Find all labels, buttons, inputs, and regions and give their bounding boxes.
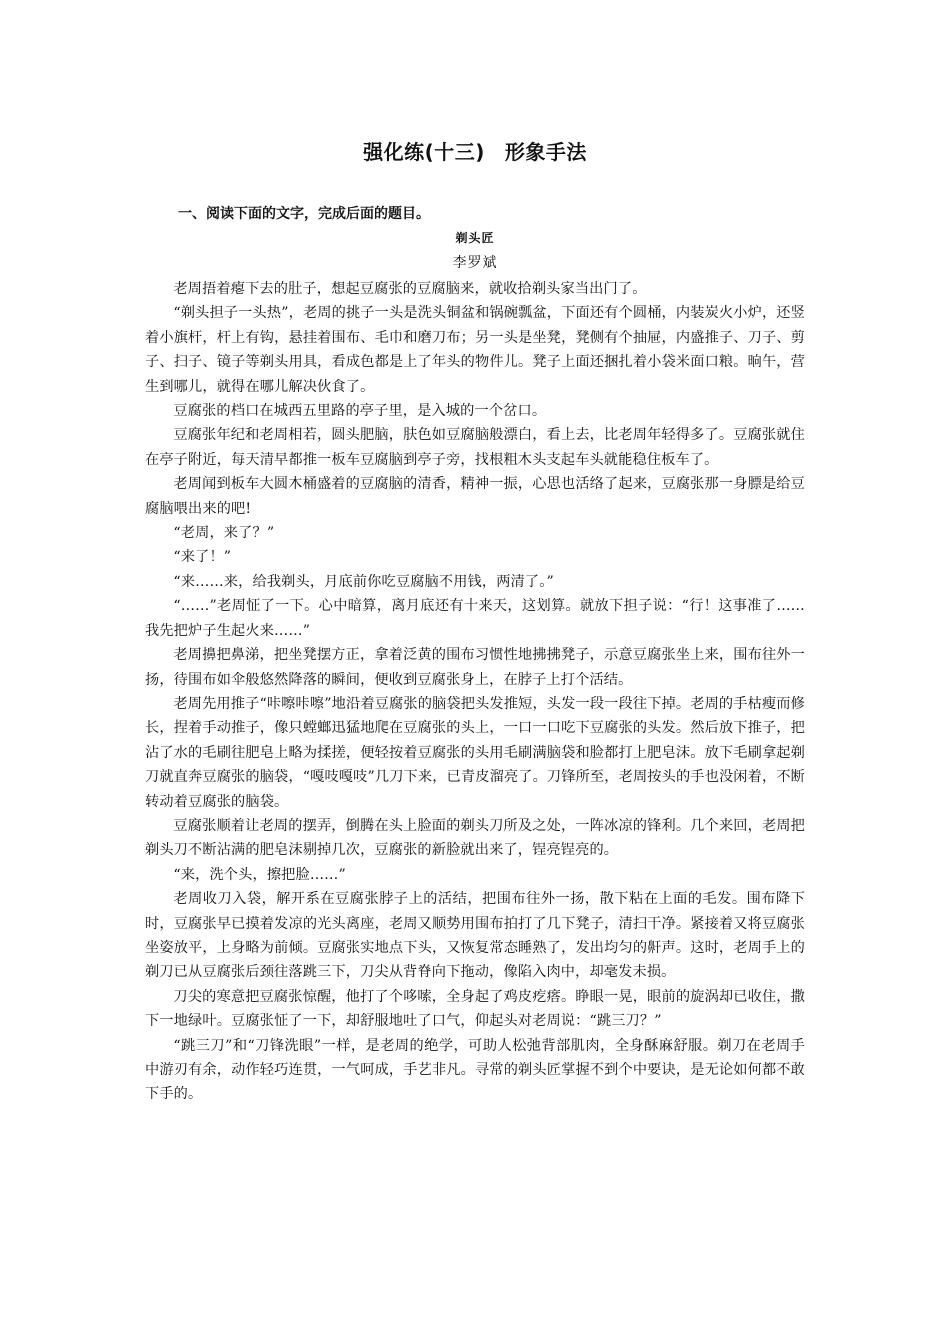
paragraph: 豆腐张的档口在城西五里路的亭子里，是入城的一个岔口。	[173, 403, 547, 420]
title-part-2: 形象手法	[504, 140, 587, 164]
story-title: 剃头匠	[455, 231, 495, 245]
page-title	[0, 137, 950, 167]
paragraph: 老周捂着瘪下去的肚子，想起豆腐张的豆腐脑来，就收拾剃头家当出门了。	[173, 281, 647, 297]
story-author: 李罗斌	[452, 255, 498, 271]
title-part-1: 强化练(十三)	[363, 140, 485, 164]
dialogue-line: “老周，来了？”	[173, 525, 275, 542]
paragraph: 老周收刀入袋，解开系在豆腐张脖子上的活结，把围布往外一扬，散下粘在上面的毛发。围布降下时，豆腐张早已摸着发凉的光头离座，老周又顺势用围布拍打了几下凳子，清扫干净。紧接着又将豆腐张坐姿放平，上身略为前倾。豆腐张实地点下头，又恢复常态睡熟了，发出均匀的鼾声。这时，老周手上的剃刀已从豆腐张后颈往落跳三下，刀尖从背脊向下拖动，像陷入肉中，却毫发未损。	[145, 891, 805, 981]
paragraph: 刀尖的寒意把豆腐张惊醒，他打了个哆嗦，全身起了鸡皮疙瘩。睁眼一晃，眼前的旋涡却已收住，撒下一地绿叶。豆腐张怔了一下，却舒服地吐了口气，仰起头对老周说：“跳三刀？”	[145, 988, 805, 1030]
article	[145, 228, 805, 1107]
section-heading: 一、阅读下面的文字，完成后面的题目。	[178, 206, 430, 222]
paragraph: 老周闻到板车大圆木桶盛着的豆腐脑的清香，精神一振，心思也活络了起来，豆腐张那一身膘是给豆腐脑喂出来的吧!	[145, 476, 805, 517]
dialogue-line: “来……来，给我剃头，月底前你吃豆腐脑不用钱，两清了。”	[173, 573, 554, 590]
dialogue-line: “来，洗个头，擦把脸……”	[173, 866, 346, 883]
paragraph: “跳三刀”和“刀锋洗眼”一样，是老周的绝学，可助人松弛背部肌肉，全身酥麻舒服。剃刀在老周手中游刃有余，动作轻巧连贯，一气呵成，手艺非凡。寻常的剃头匠掌握不到个中要诀，是无论如何都不敢下手的。	[145, 1037, 805, 1103]
paragraph: “……”老周怔了一下。心中暗算，离月底还有十来天，这划算。就放下担子说：“行！这事准了……我先把炉子生起火来……”	[145, 598, 805, 639]
paragraph: “剃头担子一头热”，老周的挑子一头是洗头铜盆和锅碗瓢盆，下面还有个圆桶，内装炭火小炉，还竖着小旗杆，杆上有钩，悬挂着围布、毛巾和磨刀布；另一头是坐凳，凳侧有个抽屉，内盛推子、刀子、剪子、扫子、镜子等剃头用具，看成色都是上了年头的物件儿。凳子上面还捆扎着小袋米面口粮。晌午，营生到哪儿，就得在哪儿解决伙食了。	[145, 305, 805, 395]
paragraph: 老周先用推子“咔嚓咔嚓”地沿着豆腐张的脑袋把头发推短，头发一段一段往下掉。老周的手枯瘦而修长，捏着手动推子，像只螳螂迅猛地爬在豆腐张的头上，一口一口吃下豆腐张的头发。然后放下推子，把沾了水的毛刷往肥皂上略为揉搓，便轻按着豆腐张的头用毛刷满脑袋和脸都打上肥皂沫。放下毛刷拿起剃刀就直奔豆腐张的脑袋，“嘎吱嘎吱”几刀下来，已青皮溜亮了。刀锋所至，老周按头的手也没闲着，不断转动着豆腐张的脑袋。	[145, 695, 805, 810]
paragraph: 老周擤把鼻涕，把坐凳摆方正，拿着泛黄的围布习惯性地拂拂凳子，示意豆腐张坐上来，围布往外一扬，待围布如伞般悠然降落的瞬间，便收到豆腐张身上，在脖子上打个活结。	[145, 647, 805, 688]
paragraph: 豆腐张顺着让老周的摆弄，倒腾在头上脸面的剃头刀所及之处，一阵冰凉的锋利。几个来回，老周把剃头刀不断沾满的肥皂沫剔掉几次，豆腐张的新脸就出来了，锃亮锃亮的。	[145, 817, 805, 859]
dialogue-line: “来了！”	[173, 549, 232, 566]
paragraph: 豆腐张年纪和老周相若，圆头肥脑，肤色如豆腐脑般漂白，看上去，比老周年轻得多了。豆腐张就住在亭子附近，每天清早都推一板车豆腐脑到亭子旁，找根粗木头支起车头就能稳住板车了。	[145, 427, 805, 468]
